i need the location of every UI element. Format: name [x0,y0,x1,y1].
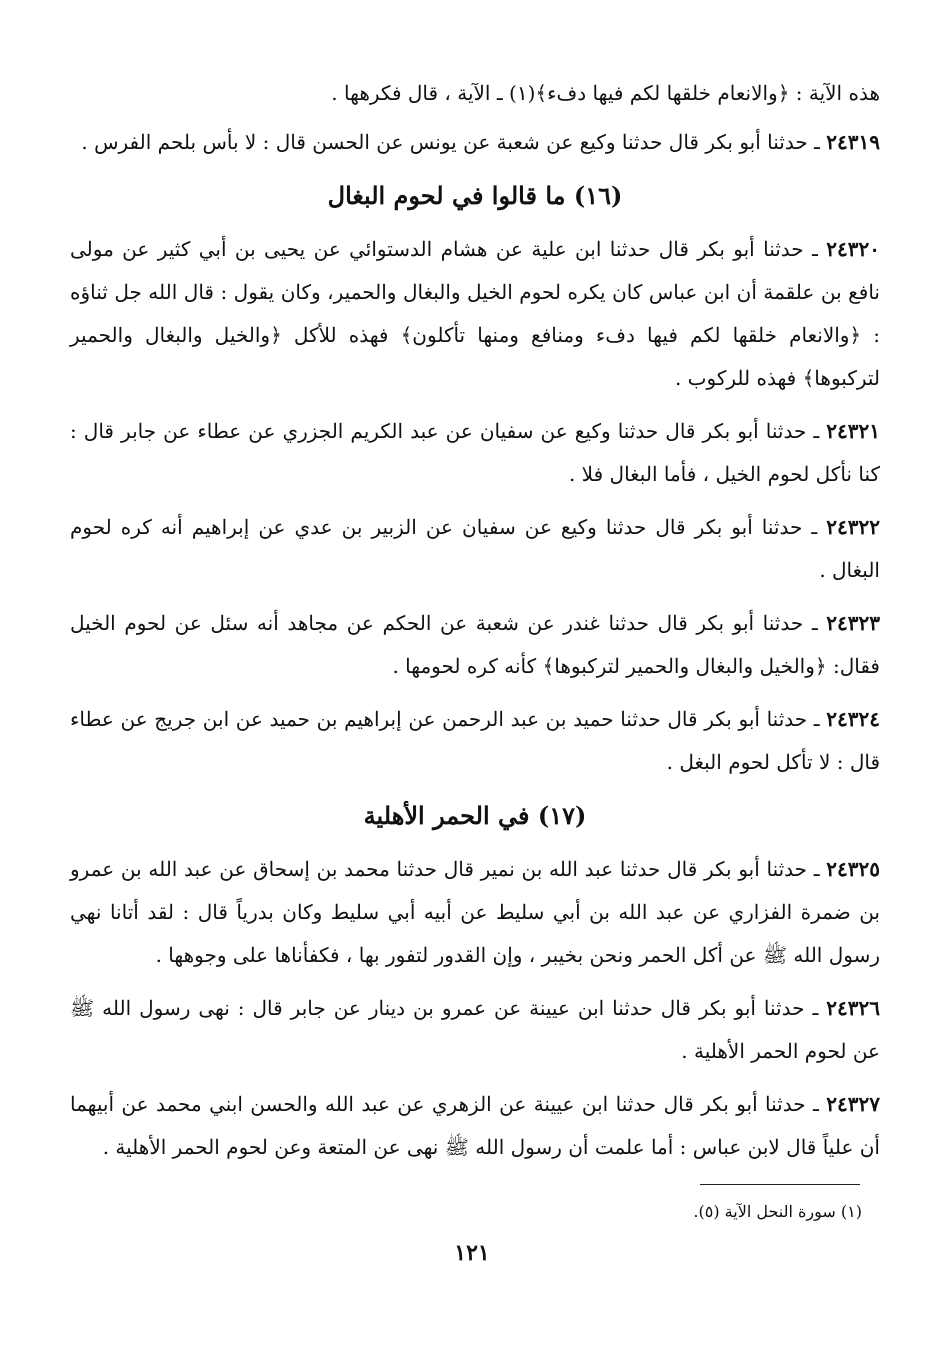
hadith-paragraph [70,121,880,164]
intro-line: هذه الآية : ﴿والانعام خلقها لكم فيها دفء﴾(١) ـ الآية ، قال فكرهها . [331,81,880,105]
hadith-paragraph [70,698,880,784]
chapter-heading-17: (١٧) في الحمر الأهلية [363,801,587,830]
hadith-text: ـ حدثنا أبو بكر قال حدثنا ابن عيينة عن الزهري عن عبد الله والحسن ابني محمد عن أبيهما أن علياً قال لابن عباس : أما علمت أن رسول الله ﷺ نهى عن المتعة وعن لحوم الحمر الأهلية . [70,1092,880,1159]
hadith-number: ٢٤٣١٩ [826,130,880,154]
footnote: (١) سورة النحل الآية (٥). [693,1202,862,1221]
hadith-number: ٢٤٣٢٢ [826,515,880,539]
hadith-text: ـ حدثنا أبو بكر قال حدثنا وكيع عن شعبة عن يونس عن الحسن قال : لا بأس بلحم الفرس . [81,130,820,154]
hadith-number: ٢٤٣٢٥ [826,857,881,881]
page-body [70,72,880,1179]
hadith-text: ـ حدثنا أبو بكر قال حدثنا حميد بن عبد الرحمن عن إبراهيم بن حميد عن ابن جريج عن عطاء قال : لا تأكل لحوم البغل . [70,707,880,774]
hadith-paragraph [70,506,880,592]
chapter-heading-16: (١٦) ما قالوا في لحوم البغال [327,181,623,210]
hadith-text: ـ حدثنا أبو بكر قال حدثنا وكيع عن سفيان عن عبد الكريم الجزري عن عطاء عن جابر قال : كنا نأكل لحوم الخيل ، فأما البغال فلا . [70,419,880,486]
section-c [70,848,880,1169]
hadith-paragraph [70,602,880,688]
hadith-number: ٢٤٣٢٧ [826,1092,880,1116]
hadith-paragraph [70,1083,880,1169]
hadith-number: ٢٤٣٢٤ [826,707,881,731]
hadith-number: ٢٤٣٢٣ [826,611,880,635]
hadith-paragraph [70,848,880,977]
hadith-paragraph [70,228,880,400]
hadith-number: ٢٤٣٢١ [826,419,880,443]
page-number: ١٢١ [454,1240,490,1266]
hadith-number: ٢٤٣٢٦ [826,996,881,1020]
hadith-paragraph [70,410,880,496]
footnote-divider [700,1184,860,1185]
hadith-number: ٢٤٣٢٠ [826,237,880,261]
hadith-paragraph [70,987,880,1073]
hadith-text: ـ حدثنا أبو بكر قال حدثنا غندر عن شعبة عن الحكم عن مجاهد أنه سئل عن لحوم الخيل فقال: ﴿والخيل والبغال والحمير لتركبوها﴾ كأنه كره لحومها . [70,611,880,678]
section-b [70,228,880,784]
hadith-text: ـ حدثنا أبو بكر قال حدثنا ابن علية عن هشام الدستوائي عن يحيى بن أبي كثير عن مولى نافع بن علقمة أن ابن عباس كان يكره لحوم الخيل والبغال والحمير، وكان يقول : قال الله جل ثناؤه : ﴿والانعام خلقها لكم فيها دفء ومنافع ومنها تأكلون﴾ فهذه للأكل ﴿والخيل والبغال والحمير لتركبوها﴾ فهذه للركوب . [70,237,881,390]
hadith-text: ـ حدثنا أبو بكر قال حدثنا عبد الله بن نمير قال حدثنا محمد بن إسحاق عن عبد الله بن عمرو بن ضمرة الفزاري عن عبد الله بن أبي سليط عن أبيه أبي سليط وكان بدرياً قال : لقد أتانا نهي رسول الله ﷺ عن أكل الحمر ونحن بخيبر ، وإن القدور لتفور بها ، فكفأناها على وجوهها . [70,857,880,967]
hadith-text: ـ حدثنا أبو بكر قال حدثنا ابن عيينة عن عمرو بن دينار عن جابر قال : نهى رسول الله ﷺ عن لحوم الحمر الأهلية . [70,996,880,1063]
hadith-text: ـ حدثنا أبو بكر قال حدثنا وكيع عن سفيان عن الزبير بن عدي عن إبراهيم أنه كره لحوم البغال . [70,515,880,582]
section-a [70,121,880,164]
